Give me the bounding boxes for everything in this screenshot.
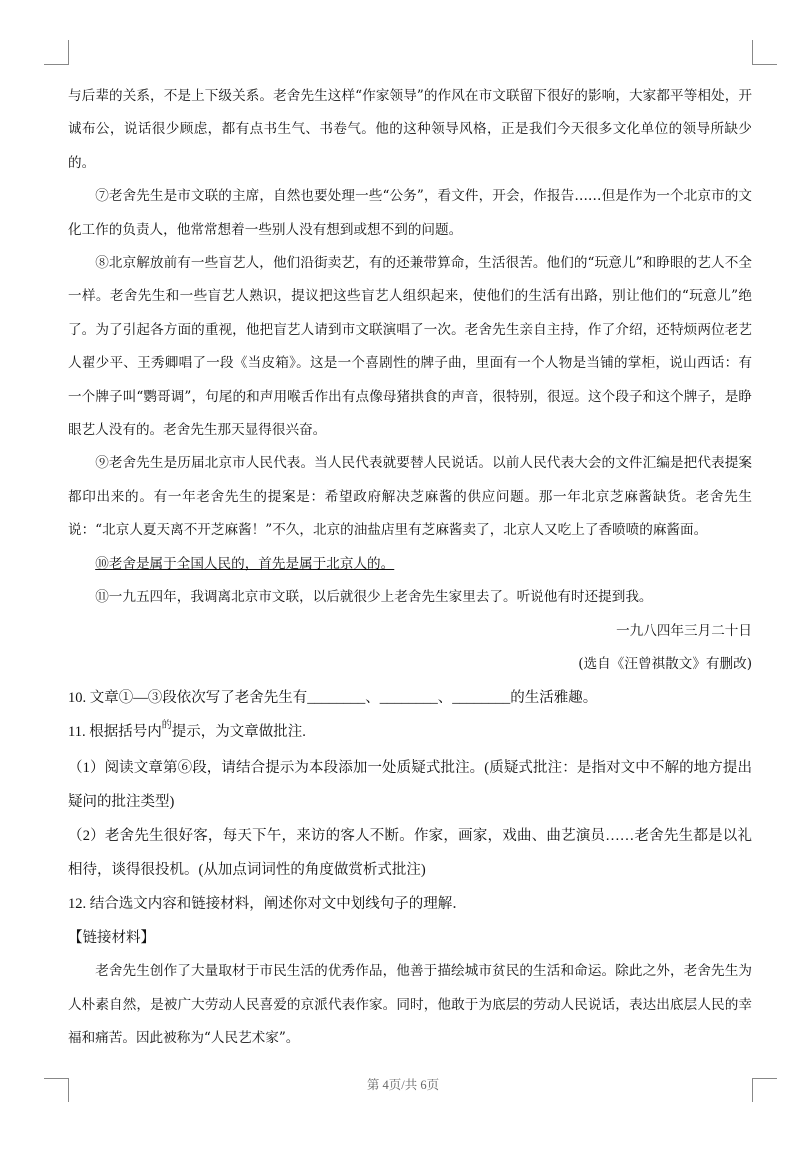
question-11-part-1: （1）阅读文章第⑥段，请结合提示为本段添加一处质疑式批注。(质疑式批注：是指对文中不解的地方提出疑问的批注类型) bbox=[68, 760, 752, 811]
crop-mark-top-right-h bbox=[752, 64, 777, 65]
question-11-part-2: （2）老舍先生很好客，每天下午，来访的客人不断。作家，画家，戏曲、曲艺演员……老舍先生都是以礼相待，谈得很投机。(从加点词词性的角度做赏析式批注) bbox=[68, 828, 752, 879]
paragraph-6-continued: 与后辈的关系，不是上下级关系。老舍先生这样“作家领导”的作风在市文联留下很好的影响，大家都平等相处，开诚布公，说话很少顾虑，都有点书生气、书卷气。他的这种领导风格，正是我们今天很多文化单位的领导所缺少的。 bbox=[68, 88, 752, 171]
question-12: 12. 结合选文内容和链接材料，阐述你对文中划线句子的理解． bbox=[68, 896, 467, 913]
paragraph-7: ⑦老舍先生是市文联的主席，自然也要处理一些“公务”，看文件，开会，作报告……但是作为一个北京市的文化工作的负责人，他常常想着一些别人没有想到或想不到的问题。 bbox=[68, 188, 752, 238]
link-material-text: 老舍先生创作了大量取材于市民生活的优秀作品，他善于描绘城市贫民的生活和命运。除此之外，老舍先生为人朴素自然，是被广大劳动人民喜爱的京派代表作家。同时，他敢于为底层的劳动人民说话，表达出底层人民的幸福和痛苦。因此被称为“人民艺术家”。 bbox=[68, 963, 752, 1047]
paragraph-10 bbox=[68, 548, 752, 581]
paragraph-8: ⑧北京解放前有一些盲艺人，他们沿街卖艺，有的还兼带算命，生活很苦。他们的“玩意儿”和睁眼的艺人不全一样。老舍先生和一些盲艺人熟识，提议把这些盲艺人组织起来，使他们的生活有出路，别让他们的“玩意儿”绝了。为了引起各方面的重视，他把盲艺人请到市文联演唱了一次。老舍先生亲自主持，作了介绍，还特烦两位老艺人翟少平、王秀卿唱了一段《当皮箱》。这是一个喜剧性的牌子曲，里面有一个人物是当铺的掌柜，说山西话：有一个牌子叫“鹦哥调”，句尾的和声用喉舌作出有点像母猪拱食的声音，很特别，很逗。这个段子和这个牌子，是睁眼艺人没有的。老舍先生那天显得很兴奋。 bbox=[68, 255, 752, 439]
paragraph-11: ⑪一九五四年，我调离北京市文联，以后就很少上老舍先生家里去了。听说他有时还提到我。 bbox=[95, 589, 653, 606]
question-11: 11. 根据括号内$^的$提示，为文章做批注. bbox=[68, 720, 306, 741]
crop-mark-top-right-v bbox=[752, 40, 753, 64]
page-footer: 第 4页/共 6页 bbox=[366, 1078, 440, 1092]
link-material-title: 【链接材料】 bbox=[68, 930, 155, 947]
crop-mark-top-left-v bbox=[68, 40, 69, 64]
date-line: 一九八四年三月二十日 bbox=[616, 622, 752, 639]
document-page bbox=[68, 80, 752, 1056]
crop-mark-top-left-h bbox=[44, 64, 69, 65]
source-line: (选自《汪曾祺散文》有删改) bbox=[578, 655, 752, 672]
paragraph-9: ⑨老舍先生是历届北京市人民代表。当人民代表就要替人民说话。以前人民代表大会的文件汇编是把代表提案都印出来的。有一年老舍先生的提案是：希望政府解决芝麻酱的供应问题。那一年北京芝麻酱缺货。老舍先生说：“北京人夏天离不开芝麻酱！”不久，北京的油盐店里有芝麻酱卖了，北京人又吃上了香喷喷的麻酱面。 bbox=[68, 455, 752, 539]
superscript-char: 的 bbox=[161, 720, 172, 732]
underlined-sentence: ⑩老舍是属于全国人民的，首先是属于北京人的。 bbox=[95, 555, 395, 572]
question-10: 10. 文章①—③段依次写了老舍先生有________、________、________的生活雅趣。 bbox=[68, 690, 598, 707]
